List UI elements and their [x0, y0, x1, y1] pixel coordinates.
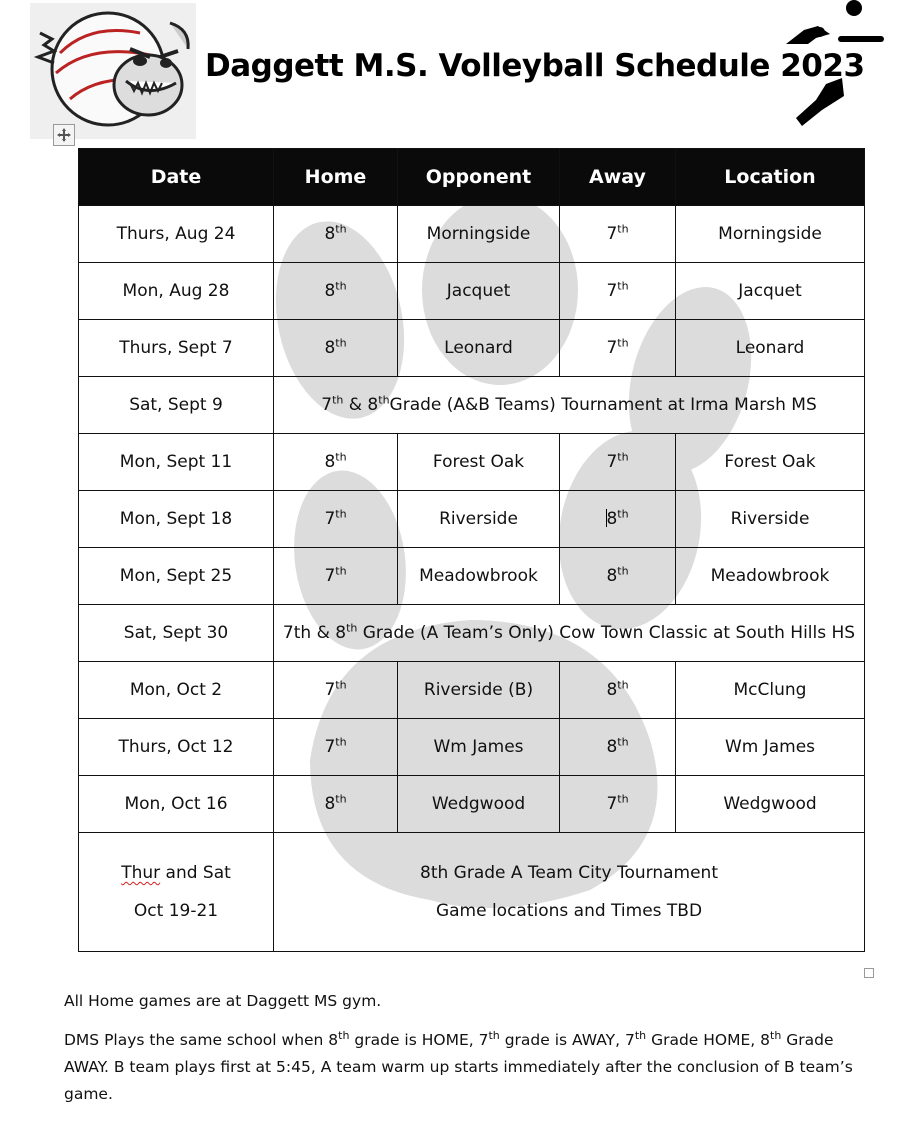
- column-header-home: Home: [274, 149, 398, 206]
- table-row: [79, 491, 865, 548]
- table-move-handle[interactable]: [53, 124, 75, 146]
- date-cell: Mon, Sept 25: [79, 548, 274, 605]
- location-cell: Meadowbrook: [676, 548, 865, 605]
- table-row: [79, 719, 865, 776]
- date-cell: Mon, Sept 11: [79, 434, 274, 491]
- opponent-cell: Leonard: [398, 320, 560, 377]
- date-cell: Thurs, Sept 7: [79, 320, 274, 377]
- column-header-date: Date: [79, 149, 274, 206]
- table-row: [79, 662, 865, 719]
- opponent-cell: Jacquet: [398, 263, 560, 320]
- opponent-cell: Meadowbrook: [398, 548, 560, 605]
- date-cell: Thurs, Aug 24: [79, 206, 274, 263]
- date-cell: Mon, Oct 2: [79, 662, 274, 719]
- date-cell: Thur and Sat Oct 19-21: [79, 833, 274, 952]
- opponent-cell: Forest Oak: [398, 434, 560, 491]
- note-rules: DMS Plays the same school when 8th grade is HOME, 7th grade is AWAY, 7th Grade HOME, 8th Grade AWAY. B team plays first at 5:45, A team warm up starts immediately after the conclusion of B team’s game.: [64, 1028, 853, 1103]
- home-cell: 7th: [274, 719, 398, 776]
- opponent-cell: Wedgwood: [398, 776, 560, 833]
- column-header-location: Location: [676, 149, 865, 206]
- table-row: [79, 776, 865, 833]
- away-cell: 7th: [560, 263, 676, 320]
- away-cell: 7th: [560, 206, 676, 263]
- event-cell: 7th & 8thGrade (A&B Teams) Tournament at Irma Marsh MS: [274, 377, 865, 434]
- date-cell: Sat, Sept 30: [79, 605, 274, 662]
- location-cell: Forest Oak: [676, 434, 865, 491]
- move-arrows-icon: [56, 127, 72, 143]
- opponent-cell: Morningside: [398, 206, 560, 263]
- away-cell: 8th: [560, 548, 676, 605]
- notes-section: [64, 988, 864, 1120]
- table-header-row: [79, 149, 865, 206]
- table-row: [79, 320, 865, 377]
- note-home-games: All Home games are at Daggett MS gym.: [64, 992, 382, 1010]
- opponent-cell: Riverside: [398, 491, 560, 548]
- schedule-table: [78, 148, 865, 952]
- location-cell: Morningside: [676, 206, 865, 263]
- volleyball-player-silhouette: [782, 0, 892, 128]
- table-row: [79, 263, 865, 320]
- event-cell: 7th & 8th Grade (A Team’s Only) Cow Town Classic at South Hills HS: [274, 605, 865, 662]
- location-cell: Jacquet: [676, 263, 865, 320]
- table-row-tournament: [79, 833, 865, 952]
- date-cell: Mon, Aug 28: [79, 263, 274, 320]
- table-row: [79, 206, 865, 263]
- location-cell: Leonard: [676, 320, 865, 377]
- date-cell: Thurs, Oct 12: [79, 719, 274, 776]
- away-cell: 7th: [560, 320, 676, 377]
- table-row: [79, 434, 865, 491]
- bulldog-mascot-logo: [30, 3, 196, 139]
- home-cell: 8th: [274, 776, 398, 833]
- away-cell: 8th: [560, 662, 676, 719]
- date-cell: Mon, Sept 18: [79, 491, 274, 548]
- away-cell: 7th: [560, 434, 676, 491]
- home-cell: 8th: [274, 263, 398, 320]
- spellcheck-word: Thur: [121, 863, 161, 883]
- table-row-event: [79, 605, 865, 662]
- away-cell: 8th: [560, 719, 676, 776]
- home-cell: 7th: [274, 662, 398, 719]
- column-header-opponent: Opponent: [398, 149, 560, 206]
- table-row: [79, 548, 865, 605]
- location-cell: Wm James: [676, 719, 865, 776]
- away-cell: 7th: [560, 776, 676, 833]
- home-cell: 8th: [274, 434, 398, 491]
- location-cell: Wedgwood: [676, 776, 865, 833]
- table-row-event: [79, 377, 865, 434]
- event-cell: 8th Grade A Team City Tournament Game locations and Times TBD: [274, 833, 865, 952]
- column-header-away: Away: [560, 149, 676, 206]
- page-title: Daggett M.S. Volleyball Schedule 2023: [205, 48, 865, 84]
- date-cell: Mon, Oct 16: [79, 776, 274, 833]
- location-cell: McClung: [676, 662, 865, 719]
- date-cell: Sat, Sept 9: [79, 377, 274, 434]
- home-cell: 8th: [274, 320, 398, 377]
- away-cell: 8th: [560, 491, 676, 548]
- table-resize-handle[interactable]: [864, 968, 874, 978]
- home-cell: 7th: [274, 548, 398, 605]
- opponent-cell: Wm James: [398, 719, 560, 776]
- home-cell: 8th: [274, 206, 398, 263]
- opponent-cell: Riverside (B): [398, 662, 560, 719]
- location-cell: Riverside: [676, 491, 865, 548]
- home-cell: 7th: [274, 491, 398, 548]
